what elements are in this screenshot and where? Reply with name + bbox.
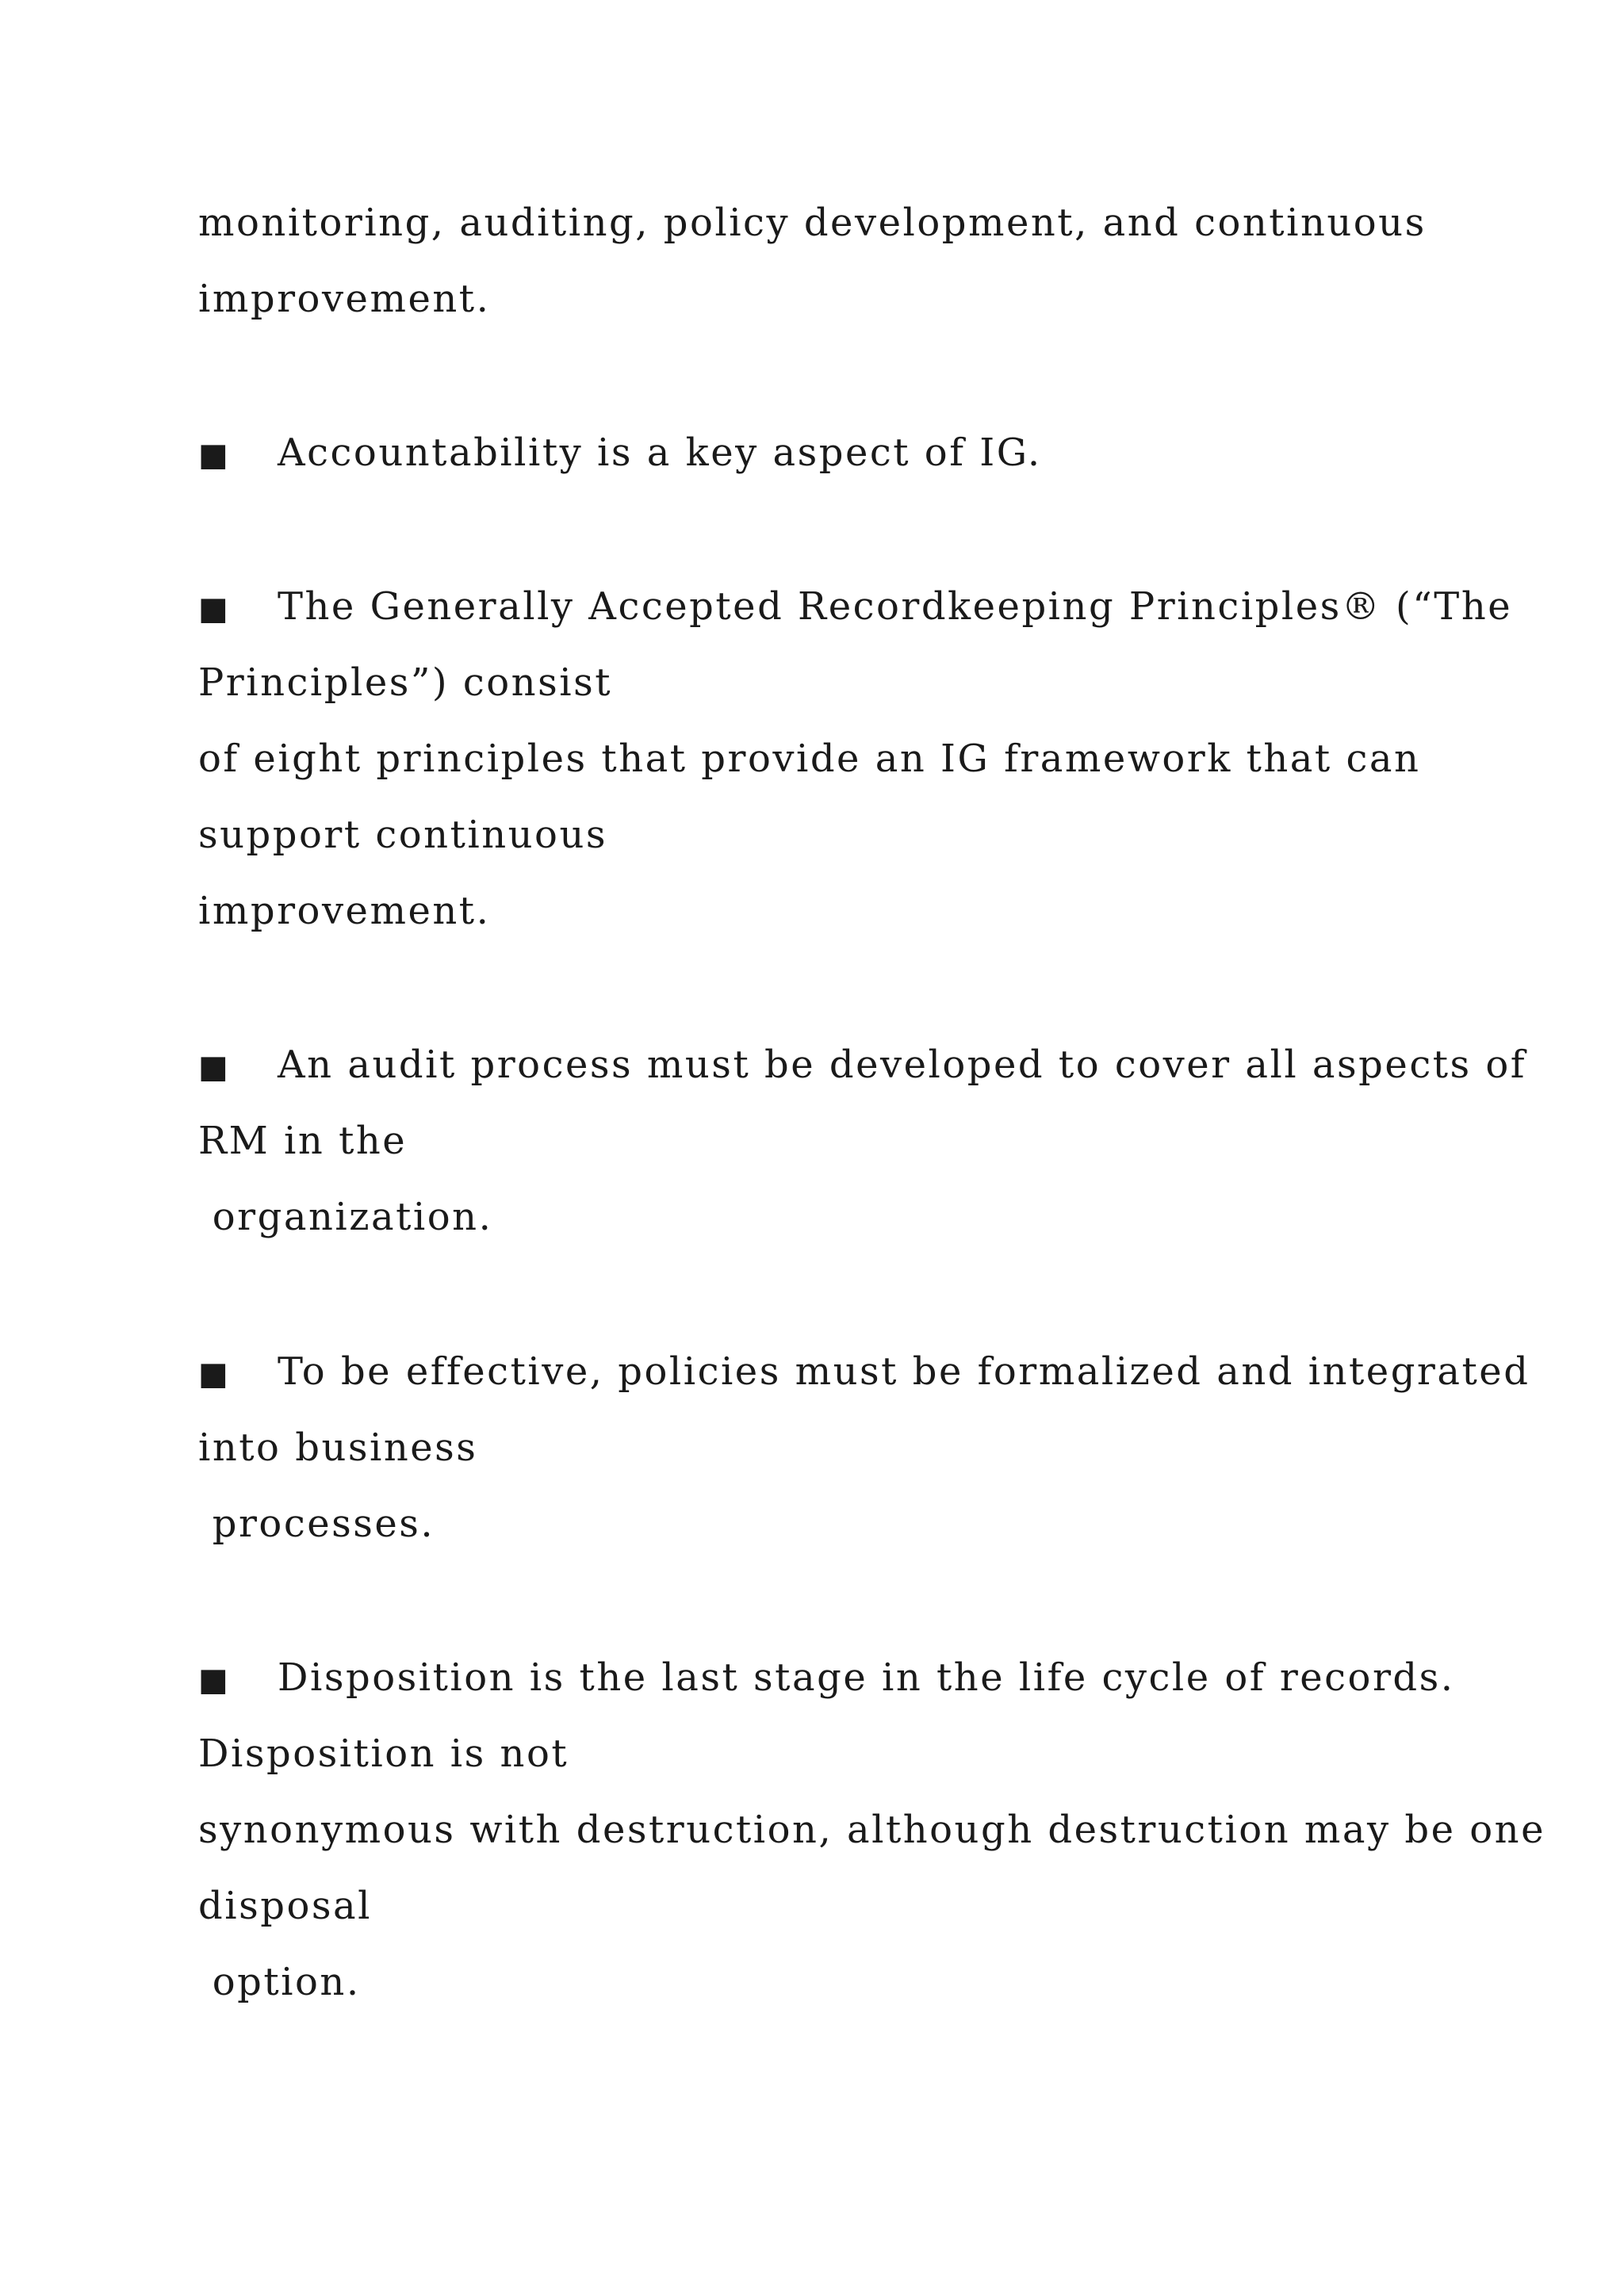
paragraph-line: improvement.	[198, 277, 491, 321]
bullet-item-policies	[198, 1348, 1530, 1398]
bullet-text-line: synonymous with destruction, although destruction may be one	[198, 1808, 1545, 1852]
bullet-text-line: processes.	[198, 1502, 435, 1546]
bullet-text-line: RM in the	[198, 1119, 408, 1163]
bullet-square-icon: ■	[198, 1049, 228, 1085]
bullet-square-icon: ■	[198, 1356, 228, 1392]
bullet-text-line: Accountability is a key aspect of IG.	[278, 430, 1042, 475]
bullet-text-line: Disposition is not	[198, 1732, 569, 1776]
bullet-text-line: organization.	[198, 1195, 493, 1239]
bullet-item-principles	[198, 583, 1512, 633]
bullet-square-icon: ■	[198, 1662, 228, 1698]
bullet-text-line: Disposition is the last stage in the life cycle of records.	[278, 1655, 1455, 1700]
bullet-text-line: of eight principles that provide an IG framework that can	[198, 737, 1421, 781]
bullet-text-line: An audit process must be developed to cover all aspects of	[278, 1043, 1527, 1087]
bullet-item-audit-process	[198, 1041, 1526, 1091]
bullet-text-line: disposal	[198, 1884, 372, 1928]
bullet-text-line: support continuous	[198, 813, 607, 857]
bullet-square-icon: ■	[198, 437, 228, 473]
bullet-text-line: into business	[198, 1425, 478, 1470]
bullet-square-icon: ■	[198, 591, 228, 627]
bullet-item-disposition	[198, 1654, 1455, 1704]
paragraph-line: monitoring, auditing, policy development, and continuous	[198, 201, 1427, 245]
bullet-text-line: To be effective, policies must be formalized and integrated	[278, 1349, 1530, 1394]
bullet-text-line: The Generally Accepted Recordkeeping Principles® (“The	[278, 584, 1513, 629]
bullet-item-accountability	[198, 429, 1042, 479]
bullet-text-line: option.	[198, 1960, 361, 2004]
bullet-text-line: Principles”) consist	[198, 660, 612, 705]
bullet-text-line: improvement.	[198, 889, 491, 933]
